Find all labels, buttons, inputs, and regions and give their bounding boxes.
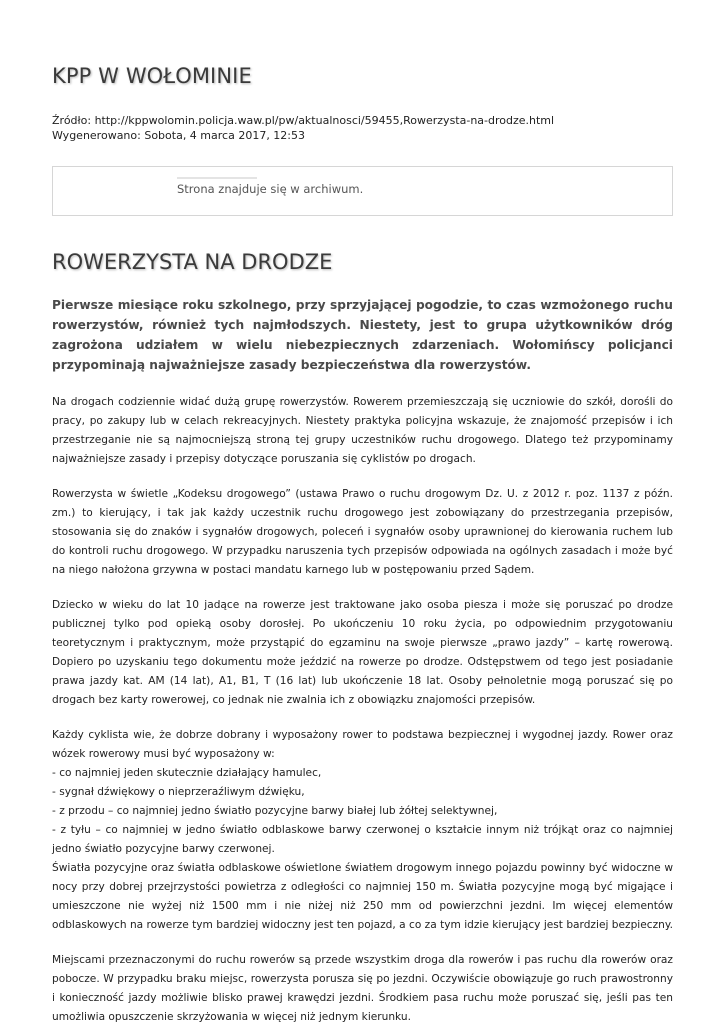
document-meta: [52, 113, 554, 143]
article-body: [52, 393, 673, 1027]
equipment-item-rear-light: - z tyłu – co najmniej w jedno światło odblaskowe barwy czerwonej o kształcie innym niż trójkąt oraz co najmniej jedno światło pozycyjne barwy czerwonej.: [52, 824, 673, 855]
article-lead: Pierwsze miesiące roku szkolnego, przy sprzyjającej pogodzie, to czas wzmożonego ruchu rowerzystów, również tych najmłodszych. Niestety, jest to grupa użytkowników dróg zagrożona udziałem w wielu niebezpiecznych zdarzeniach. Wołomińscy policjanci przypominają najważniejsze zasady bezpieczeństwa dla rowerzystów.: [52, 298, 673, 372]
site-title: KPP W WOŁOMINIE: [52, 64, 252, 88]
paragraph-equipment: [52, 726, 673, 935]
paragraph-intro: Na drogach codziennie widać dużą grupę rowerzystów. Rowerem przemieszczają się uczniowie do szkół, dorośli do pracy, po zakupy lub w celach rekreacyjnych. Niestety praktyka policyjna wskazuje, że znajomość przepisów i ich przestrzeganie nie są najmocniejszą stroną tej grupy uczestników ruchu drogowego. Dlatego też przypominamy najważniejsze zasady i przepisy dotyczące poruszania się cyklistów po drogach.: [52, 396, 673, 465]
paragraph-dziecko: Dziecko w wieku do lat 10 jadące na rowerze jest traktowane jako osoba piesza i może się poruszać po drodze publicznej tylko pod opieką osoby dorosłej. Po ukończeniu 10 roku życia, po odpowiednim przygotowaniu teoretycznym i praktycznym, może przystąpić do egzaminu na swoje pierwsze „prawo jazdy” – kartę rowerową. Dopiero po uzyskaniu tego dokumentu może jeździć na rowerze po drodze. Odstępstwem od tego jest posiadanie prawa jazdy kat. AM (14 lat), A1, B1, T (16 lat) lub ukończenie 18 lat. Osoby pełnoletnie mogą poruszać się po drogach bez karty rowerowej, co jednak nie zwalnia ich z obowiązku znajomości przepisów.: [52, 599, 673, 706]
paragraph-kodeks: Rowerzysta w świetle „Kodeksu drogowego” (ustawa Prawo o ruchu drogowym Dz. U. z 2012 r. poz. 1137 z późn. zm.) to kierujący, i tak jak każdy uczestnik ruchu drogowego jest zobowiązany do przestrzegania przepisów, stosowania się do znaków i sygnałów drogowych, poleceń i sygnałów osoby uprawnionej do kierowania ruchem lub do kontroli ruchu drogowego. W przypadku naruszenia tych przepisów odpowiada na ogólnych zasadach i może być na niego nałożona grzywna w postaci mandatu karnego lub w postępowaniu przed Sądem.: [52, 488, 673, 576]
archive-divider: [177, 177, 257, 179]
generated-line: Wygenerowano: Sobota, 4 marca 2017, 12:53: [52, 129, 306, 142]
paragraph-miejsca: Miejscami przeznaczonymi do ruchu rowerów są przede wszystkim droga dla rowerów i pas ruchu dla rowerów oraz pobocze. W przypadku braku miejsc, rowerzysta porusza się po jezdni. Oczywiście obowiązuje go ruch prawostronny i konieczność jazdy możliwie blisko prawej krawędzi jezdni. Środkiem pasa ruchu może poruszać się, jeśli pas ten umożliwia opuszczenie skrzyżowania w więcej niż jednym kierunku.: [52, 954, 673, 1023]
equipment-item-front-light: - z przodu – co najmniej jedno światło pozycyjne barwy białej lub żółtej selektywnej,: [52, 805, 498, 817]
archive-notice: Strona znajduje się w archiwum.: [177, 182, 364, 196]
equipment-item-brake: - co najmniej jeden skutecznie działający hamulec,: [52, 767, 322, 779]
equipment-intro: Każdy cyklista wie, że dobrze dobrany i wyposażony rower to podstawa bezpiecznej i wygodnej jazdy. Rower oraz wózek rowerowy musi być wyposażony w:: [52, 729, 673, 760]
archive-notice-box: [52, 166, 673, 216]
source-line: Źródło: http://kppwolomin.policja.waw.pl/pw/aktualnosci/59455,Rowerzysta-na-drodze.html: [52, 114, 555, 127]
equipment-lights-info: Światła pozycyjne oraz światła odblaskowe oświetlone światłem drogowym innego pojazdu powinny być widoczne w nocy przy dobrej przejrzystości powietrza z odległości co najmniej 150 m. Światła pozycyjne mogą być migające i umieszczone nie wyżej niż 1500 mm i nie niżej niż 250 mm od powierzchni jezdni. Im więcej elementów odblaskowych na rowerze tym bardziej widoczny jest ten pojazd, a co za tym idzie kierujący jest bardziej bezpieczny.: [52, 862, 673, 931]
article-title: ROWERZYSTA NA DRODZE: [52, 250, 333, 274]
equipment-item-bell: - sygnał dźwiękowy o nieprzeraźliwym dźwięku,: [52, 786, 305, 798]
